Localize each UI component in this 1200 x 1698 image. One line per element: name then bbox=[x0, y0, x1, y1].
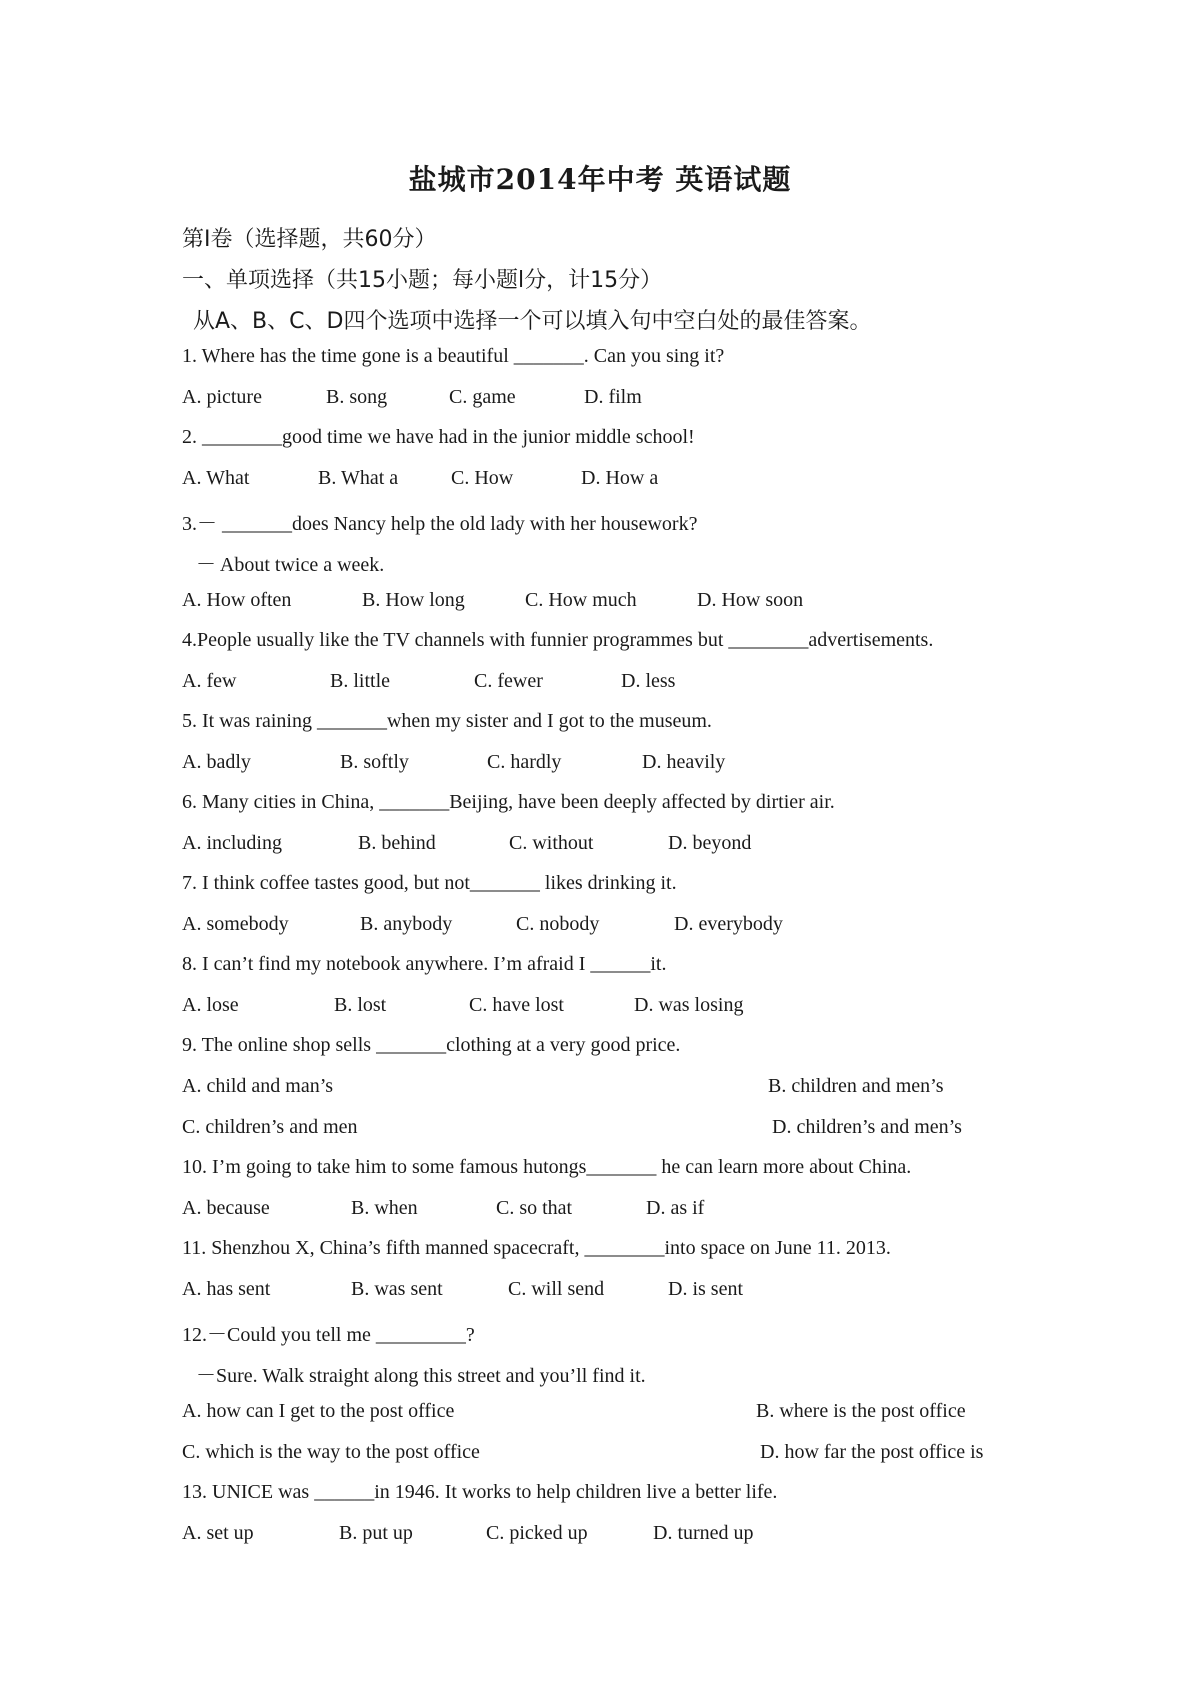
q4-option-b: B. little bbox=[330, 670, 390, 692]
q2-option-d: D. How a bbox=[581, 467, 659, 489]
q11-option-d: D. is sent bbox=[668, 1278, 743, 1300]
q12-option-a: A. how can I get to the post office bbox=[182, 1400, 455, 1422]
q1-option-c: C. game bbox=[449, 386, 516, 408]
q8-option-c: C. have lost bbox=[469, 994, 564, 1016]
part-heading: 第I卷（选择题，共60分） bbox=[182, 227, 437, 252]
page-title: 盐城市2014年中考 英语试题 bbox=[408, 163, 792, 196]
q3-option-b: B. How long bbox=[362, 589, 465, 611]
question-1: 1. Where has the time gone is a beautiful _______. Can you sing it? bbox=[182, 345, 725, 367]
q3-option-c: C. How much bbox=[525, 589, 637, 611]
question-11: 11. Shenzhou X, China’s fifth manned spacecraft, ________into space on June 11. 2013. bbox=[182, 1237, 891, 1259]
q1-option-d: D. film bbox=[584, 386, 642, 408]
q8-option-d: D. was losing bbox=[634, 994, 744, 1016]
question-8: 8. I can’t find my notebook anywhere. I’m afraid I ______it. bbox=[182, 953, 667, 975]
q4-option-c: C. fewer bbox=[474, 670, 543, 692]
q7-option-d: D. everybody bbox=[674, 913, 783, 935]
question-10: 10. I’m going to take him to some famous hutongs_______ he can learn more about China. bbox=[182, 1156, 912, 1178]
q1-option-b: B. song bbox=[326, 386, 388, 408]
q9-option-a: A. child and man’s bbox=[182, 1075, 334, 1097]
q4-option-d: D. less bbox=[621, 670, 676, 692]
q13-option-b: B. put up bbox=[339, 1522, 413, 1544]
q13-option-c: C. picked up bbox=[486, 1522, 588, 1544]
section-instruction: 从A、B、C、D四个选项中选择一个可以填入句中空白处的最佳答案。 bbox=[193, 309, 872, 334]
question-3-reply: － About twice a week. bbox=[196, 554, 385, 576]
q6-option-a: A. including bbox=[182, 832, 282, 854]
section-heading: 一、单项选择（共15小题；每小题l分，计15分） bbox=[182, 268, 663, 293]
q8-option-a: A. lose bbox=[182, 994, 239, 1016]
q11-option-c: C. will send bbox=[508, 1278, 605, 1300]
question-2: 2. ________good time we have had in the junior middle school! bbox=[182, 426, 695, 448]
q3-option-a: A. How often bbox=[182, 589, 292, 611]
q2-option-c: C. How bbox=[451, 467, 514, 489]
q4-option-a: A. few bbox=[182, 670, 237, 692]
question-12: 12.－Could you tell me _________? bbox=[182, 1324, 475, 1346]
q9-option-d: D. children’s and men’s bbox=[772, 1116, 962, 1138]
q11-option-a: A. has sent bbox=[182, 1278, 271, 1300]
question-5: 5. It was raining _______when my sister and I got to the museum. bbox=[182, 710, 712, 732]
question-7: 7. I think coffee tastes good, but not_______ likes drinking it. bbox=[182, 872, 677, 894]
q1-option-a: A. picture bbox=[182, 386, 262, 408]
q6-option-d: D. beyond bbox=[668, 832, 752, 854]
q10-option-b: B. when bbox=[351, 1197, 418, 1219]
q5-option-d: D. heavily bbox=[642, 751, 726, 773]
q7-option-b: B. anybody bbox=[360, 913, 453, 935]
q11-option-b: B. was sent bbox=[351, 1278, 443, 1300]
q10-option-c: C. so that bbox=[496, 1197, 573, 1219]
q13-option-a: A. set up bbox=[182, 1522, 254, 1544]
question-3: 3.－ _______does Nancy help the old lady with her housework? bbox=[182, 513, 698, 535]
question-12-reply: －Sure. Walk straight along this street and you’ll find it. bbox=[196, 1365, 646, 1387]
q12-option-c: C. which is the way to the post office bbox=[182, 1441, 480, 1463]
q5-option-b: B. softly bbox=[340, 751, 409, 773]
q6-option-b: B. behind bbox=[358, 832, 436, 854]
q2-option-b: B. What a bbox=[318, 467, 399, 489]
q12-option-d: D. how far the post office is bbox=[760, 1441, 984, 1463]
question-13: 13. UNICE was ______in 1946. It works to help children live a better life. bbox=[182, 1481, 778, 1503]
q7-option-c: C. nobody bbox=[516, 913, 600, 935]
q10-option-a: A. because bbox=[182, 1197, 270, 1219]
question-9: 9. The online shop sells _______clothing at a very good price. bbox=[182, 1034, 681, 1056]
q6-option-c: C. without bbox=[509, 832, 594, 854]
q3-option-d: D. How soon bbox=[697, 589, 804, 611]
q9-option-b: B. children and men’s bbox=[768, 1075, 944, 1097]
q5-option-a: A. badly bbox=[182, 751, 251, 773]
q2-option-a: A. What bbox=[182, 467, 250, 489]
q12-option-b: B. where is the post office bbox=[756, 1400, 966, 1422]
q8-option-b: B. lost bbox=[334, 994, 387, 1016]
q7-option-a: A. somebody bbox=[182, 913, 289, 935]
q10-option-d: D. as if bbox=[646, 1197, 705, 1219]
question-6: 6. Many cities in China, _______Beijing, have been deeply affected by dirtier air. bbox=[182, 791, 835, 813]
q5-option-c: C. hardly bbox=[487, 751, 562, 773]
q9-option-c: C. children’s and men bbox=[182, 1116, 358, 1138]
question-4: 4.People usually like the TV channels with funnier programmes but ________advertisements. bbox=[182, 629, 934, 651]
q13-option-d: D. turned up bbox=[653, 1522, 754, 1544]
